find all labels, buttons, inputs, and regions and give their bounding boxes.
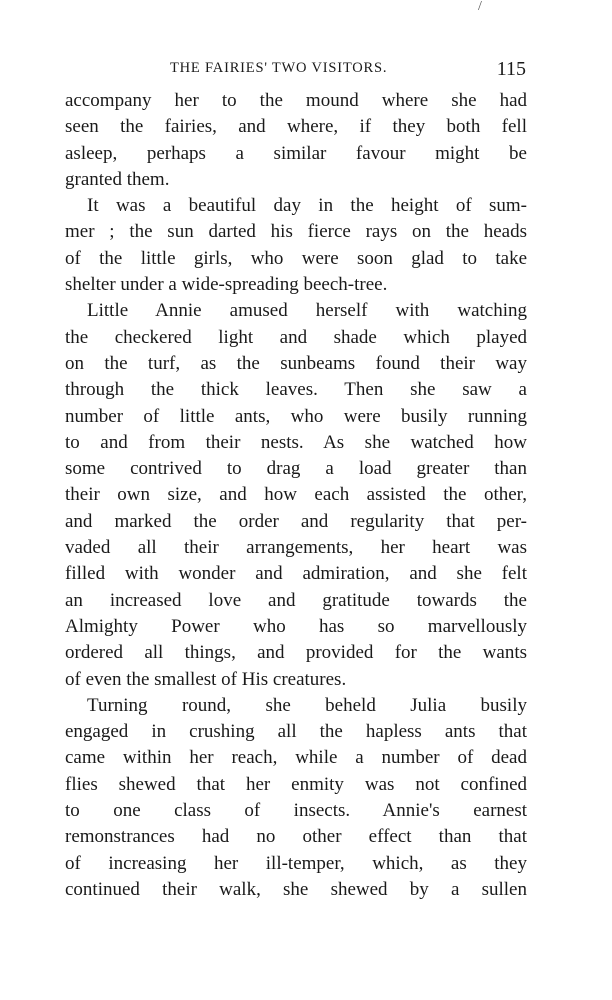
text-line: remonstrances had no other effect than that xyxy=(65,826,527,848)
text-line: engaged in crushing all the hapless ants that xyxy=(65,721,527,743)
text-line: Almighty Power who has so marvellously xyxy=(65,615,527,637)
corner-mark: / xyxy=(478,0,482,14)
text-line: mer ; the sun darted his fierce rays on the heads xyxy=(65,221,527,243)
text-line: flies shewed that her enmity was not confined xyxy=(65,773,527,795)
text-line: asleep, perhaps a similar favour might be xyxy=(65,142,527,164)
paragraph xyxy=(65,693,527,903)
text-line: some contrived to drag a load greater than xyxy=(65,458,527,480)
text-line: through the thick leaves. Then she saw a xyxy=(65,379,527,401)
text-line: granted them. xyxy=(65,168,170,190)
text-line: It was a beautiful day in the height of sum- xyxy=(87,195,527,217)
page-number: 115 xyxy=(496,58,526,80)
text-line: and marked the order and regularity that per- xyxy=(65,510,527,532)
text-line: filled with wonder and admiration, and she felt xyxy=(65,563,527,585)
body-text xyxy=(65,88,527,903)
text-line: to and from their nests. As she watched how xyxy=(65,431,527,453)
text-line: on the turf, as the sunbeams found their way xyxy=(65,352,527,374)
text-line: accompany her to the mound where she had xyxy=(65,90,527,111)
running-title: THE FAIRIES' TWO VISITORS. xyxy=(170,60,388,76)
paragraph xyxy=(65,298,527,692)
text-line: came within her reach, while a number of dead xyxy=(65,747,527,769)
text-line: of the little girls, who were soon glad to take xyxy=(65,247,527,269)
paragraph xyxy=(65,193,527,298)
page-header xyxy=(170,58,526,82)
text-line: seen the fairies, and where, if they both fell xyxy=(65,116,527,138)
text-line: an increased love and gratitude towards the xyxy=(65,589,527,611)
text-line: to one class of insects. Annie's earnest xyxy=(65,800,527,822)
text-line: of increasing her ill-temper, which, as they xyxy=(65,852,527,874)
text-line: their own size, and how each assisted the other, xyxy=(65,484,527,506)
text-line: continued their walk, she shewed by a sullen xyxy=(65,878,527,900)
text-line: number of little ants, who were busily running xyxy=(65,405,527,427)
text-line: of even the smallest of His creatures. xyxy=(65,668,347,690)
text-line: the checkered light and shade which played xyxy=(65,326,527,348)
paragraph xyxy=(65,88,527,193)
text-line: vaded all their arrangements, her heart was xyxy=(65,537,527,559)
text-line: Little Annie amused herself with watching xyxy=(87,300,527,322)
text-line: Turning round, she beheld Julia busily xyxy=(87,694,527,716)
text-line: ordered all things, and provided for the wants xyxy=(65,642,527,664)
text-line: shelter under a wide-spreading beech-tree. xyxy=(65,274,388,296)
